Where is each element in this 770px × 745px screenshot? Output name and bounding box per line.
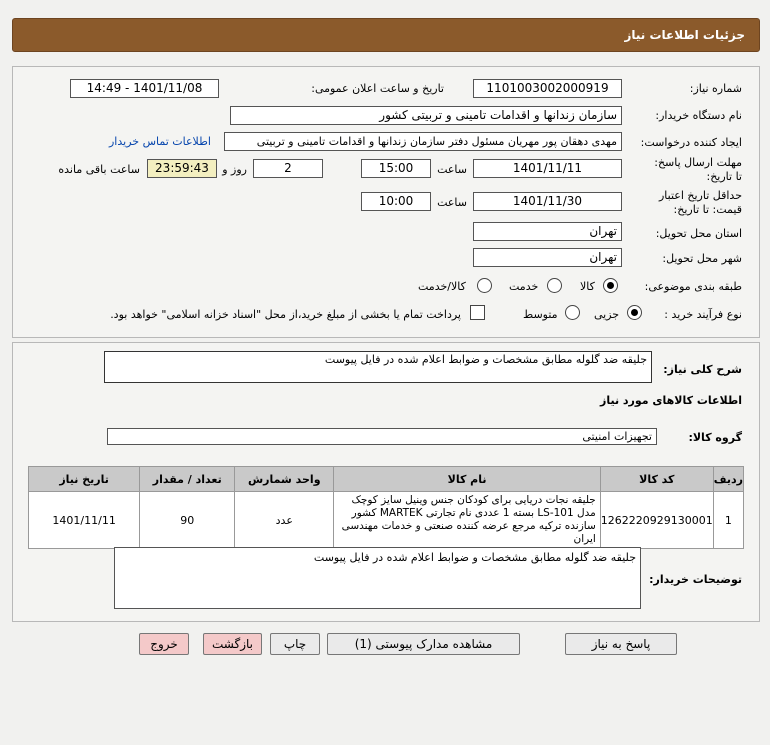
print-button[interactable]: چاپ xyxy=(270,633,320,655)
col-code: کد کالا xyxy=(600,467,713,492)
cell-row: 1 xyxy=(713,492,743,549)
description-field: جلیقه ضد گلوله مطابق مشخصات و ضوابط اعلام شده در فایل پیوست xyxy=(104,351,652,383)
buyer-notes-field: جلیقه ضد گلوله مطابق مشخصات و ضوابط اعلام شده در فایل پیوست xyxy=(114,547,641,609)
province-field: تهران xyxy=(473,222,622,241)
goods-info-title: اطلاعات کالاهای مورد نیاز xyxy=(600,394,742,407)
exit-button[interactable]: خروج xyxy=(139,633,189,655)
deadline-label: مهلت ارسال پاسخ: تا تاریخ: xyxy=(654,156,742,183)
announce-label: تاریخ و ساعت اعلان عمومی: xyxy=(311,82,444,95)
process-option-medium: متوسط xyxy=(523,308,558,321)
treasury-checkbox[interactable] xyxy=(470,305,485,320)
min-price-label: حداقل تاریخ اعتبار قیمت: تا تاریخ: xyxy=(658,189,742,216)
process-option-minor: جزیی xyxy=(594,308,620,321)
remaining-label: ساعت باقی مانده xyxy=(58,163,140,176)
need-number-field: 1101003002000919 xyxy=(473,79,622,98)
min-price-time-field: 10:00 xyxy=(361,192,431,211)
category-radio-service[interactable] xyxy=(547,278,562,293)
col-name: نام کالا xyxy=(334,467,600,492)
category-option-goods: کالا xyxy=(580,280,595,293)
goods-group-field: تجهیزات امنیتی xyxy=(107,428,657,445)
days-field: 2 xyxy=(253,159,323,178)
city-label: شهر محل تحویل: xyxy=(662,252,742,265)
process-label: نوع فرآیند خرید : xyxy=(664,308,742,321)
payment-note: پرداخت تمام یا بخشی از مبلغ خرید،از محل "اسناد خزانه اسلامی" خواهد بود. xyxy=(110,308,461,321)
cell-qty: 90 xyxy=(140,492,235,549)
goods-table xyxy=(28,466,744,549)
table-row[interactable] xyxy=(29,492,744,549)
category-radio-goods[interactable] xyxy=(603,278,618,293)
deadline-time-field: 15:00 xyxy=(361,159,431,178)
category-option-service: خدمت xyxy=(509,280,539,293)
page-header xyxy=(12,18,760,52)
category-label: طبقه بندی موضوعی: xyxy=(644,280,742,293)
col-row: ردیف xyxy=(713,467,743,492)
province-label: استان محل تحویل: xyxy=(655,227,742,240)
creator-label: ایجاد کننده درخواست: xyxy=(640,136,742,149)
cell-code: 1262220929130001 xyxy=(600,492,713,549)
cell-date: 1401/11/11 xyxy=(29,492,140,549)
description-label: شرح کلی نیاز: xyxy=(663,363,742,376)
city-field: تهران xyxy=(473,248,622,267)
category-option-goods-service: کالا/خدمت xyxy=(418,280,466,293)
remaining-time-field: 23:59:43 xyxy=(147,159,217,178)
attachments-button[interactable]: مشاهده مدارک پیوستی (1) xyxy=(327,633,520,655)
buyer-contact-link[interactable]: اطلاعات تماس خریدار xyxy=(109,135,211,148)
buyer-org-field: سازمان زندانها و اقدامات تامینی و تربیتی کشور xyxy=(230,106,622,125)
deadline-time-label: ساعت xyxy=(437,163,467,176)
buyer-org-label: نام دستگاه خریدار: xyxy=(655,109,742,122)
cell-unit: عدد xyxy=(235,492,334,549)
cell-name: جلیقه نجات دریایی برای کودکان جنس وینیل سایز کوچک مدل LS-101 بسته 1 عددی نام تجارتی MARTEK کشور سازنده ترکیه مرجع عرضه کننده صنعتی و خدمات مهندسی ایران xyxy=(334,492,600,549)
deadline-date-field: 1401/11/11 xyxy=(473,159,622,178)
days-label: روز و xyxy=(222,163,247,176)
category-radio-goods-service[interactable] xyxy=(477,278,492,293)
min-price-date-field: 1401/11/30 xyxy=(473,192,622,211)
col-qty: تعداد / مقدار xyxy=(140,467,235,492)
min-price-time-label: ساعت xyxy=(437,196,467,209)
back-button[interactable]: بازگشت xyxy=(203,633,262,655)
goods-group-label: گروه کالا: xyxy=(688,431,742,444)
announce-field: 1401/11/08 - 14:49 xyxy=(70,79,219,98)
creator-field: مهدی دهقان پور مهریان مسئول دفتر سازمان زندانها و اقدامات تامینی و تربیتی xyxy=(224,132,622,151)
need-number-label: شماره نیاز: xyxy=(689,82,742,95)
page-title: جزئیات اطلاعات نیاز xyxy=(624,28,745,42)
process-radio-medium[interactable] xyxy=(565,305,580,320)
col-date: تاریخ نیاز xyxy=(29,467,140,492)
reply-button[interactable]: پاسخ به نیاز xyxy=(565,633,677,655)
buyer-notes-label: توضیحات خریدار: xyxy=(649,573,742,586)
col-unit: واحد شمارش xyxy=(235,467,334,492)
table-header-row xyxy=(29,467,744,492)
process-radio-minor[interactable] xyxy=(627,305,642,320)
